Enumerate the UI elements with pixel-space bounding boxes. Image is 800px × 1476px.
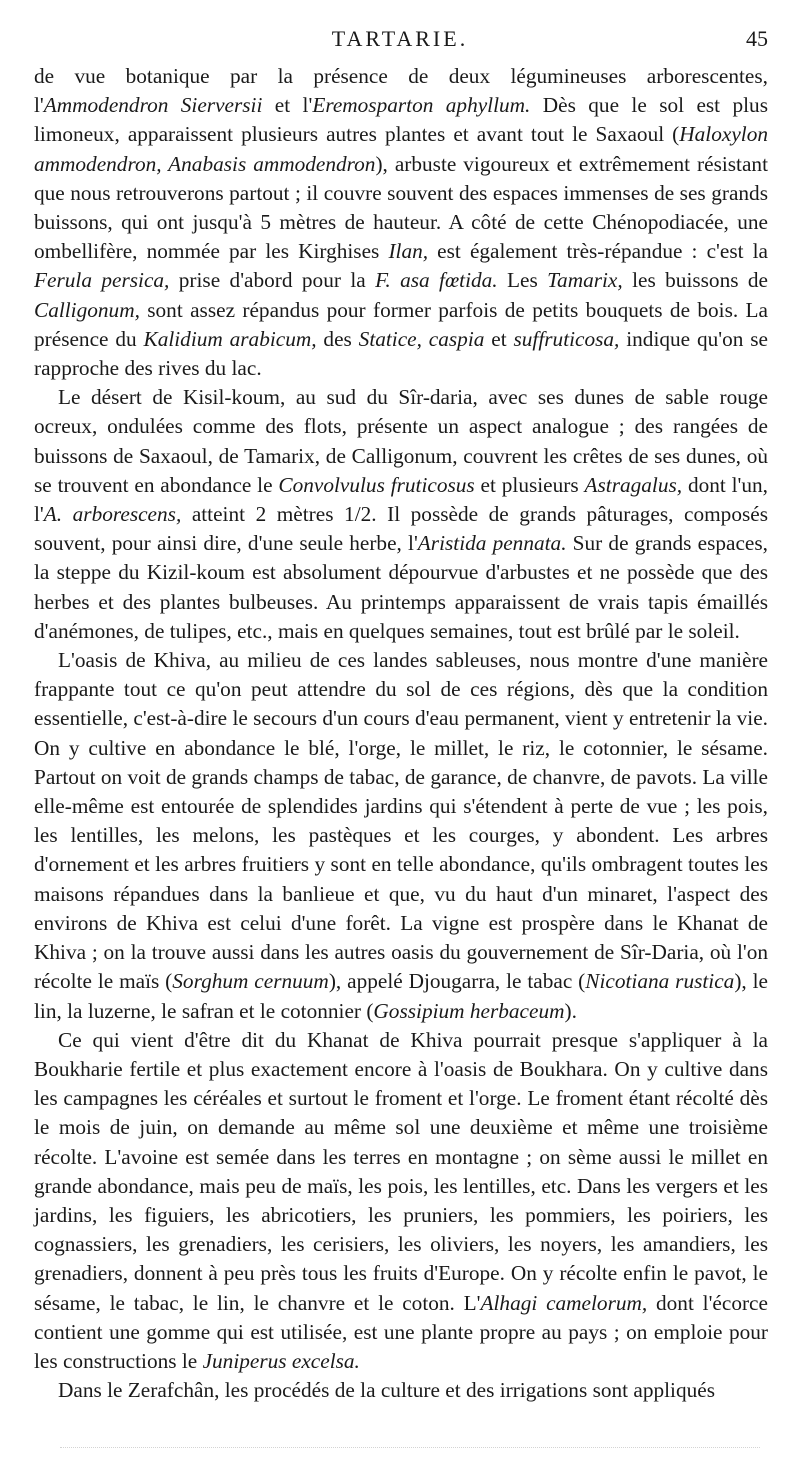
latin-name: F. asa fœtida. bbox=[375, 268, 498, 293]
latin-name: Juniperus excelsa. bbox=[202, 1348, 360, 1373]
text-run: dont l'un, l' bbox=[34, 472, 769, 527]
text-run: et bbox=[484, 326, 514, 351]
latin-name: Nicotiana rustica bbox=[585, 969, 735, 994]
latin-name: Ammodendron Sierversii bbox=[43, 93, 263, 118]
latin-name: Alhagi camelorum, bbox=[480, 1290, 648, 1315]
latin-name: Kalidium arabicum, bbox=[143, 326, 317, 351]
text-run: est également très-répandue : c'est la bbox=[428, 239, 768, 264]
paragraph bbox=[34, 383, 768, 646]
text-run: ), le lin, la luzerne, le safran et le cotonnier ( bbox=[34, 969, 768, 1023]
latin-name: Sorghum cernuum bbox=[172, 969, 329, 994]
paragraph bbox=[34, 646, 768, 1026]
text-run: les buissons de bbox=[622, 268, 769, 293]
text-run: Les bbox=[497, 268, 548, 293]
latin-name: Tamarix, bbox=[547, 268, 623, 293]
text-run: ). bbox=[564, 998, 577, 1023]
paragraph bbox=[34, 1376, 768, 1405]
text-run: L'oasis de Khiva, au milieu de ces landes sableuses, nous montre d'une manière frappante tout ce qu'on peut attendre du sol de ces régions, dès que la condition essentielle, c'est-à-dire le secours d'un cours d'eau permanent, vient y entretenir la vie. On y cultive en abondance le blé, l'orge, le millet, le riz, le cotonnier, le sésame. Partout on voit de grands champs de tabac, de garance, de chanvre, de pavots. La ville elle-même est entourée de splendides jardins qui s'étendent à perte de vue ; les pois, les lentilles, les melons, les pastèques et les courges, y abondent. Les arbres d'ornement et les arbres fruitiers y sont en telle abondance, qu'ils ombragent toutes les maisons répandues dans la banlieue et que, vu du haut d'un minaret, l'aspect des environs de Khiva est celui d'une forêt. La vigne est prospère dans le Khanat de Khiva ; on la trouve aussi dans les autres oasis du gouvernement de Sîr-Daria, où l'on récolte le maïs ( bbox=[34, 648, 768, 994]
text-run: dont l'écorce contient une gomme qui est utilisée, est une plante propre au pays ; on emploie pour les constructions le bbox=[34, 1290, 768, 1373]
text-run: Dès que le sol est plus limoneux, apparaissent plusieurs autres plantes et avant tout le Saxaoul ( bbox=[34, 93, 768, 147]
text-run: ), appelé Djougarra, le tabac ( bbox=[328, 969, 586, 994]
latin-name: Haloxylon ammodendron, Anabasis ammodendron bbox=[34, 122, 768, 176]
latin-name: Ferula persica, bbox=[34, 268, 170, 293]
latin-name: Eremosparton aphyllum. bbox=[312, 93, 531, 118]
text-run: des bbox=[316, 326, 359, 351]
latin-name: Gossipium herbaceum bbox=[373, 998, 565, 1023]
page-header bbox=[0, 18, 800, 58]
text-run: Dans le Zerafchân, les procédés de la culture et des irrigations sont appliqués bbox=[58, 1378, 716, 1403]
text-run: de vue botanique par la présence de deux légumineuses arborescentes, l' bbox=[34, 64, 768, 118]
latin-name: suffruticosa, bbox=[513, 326, 620, 351]
paragraph bbox=[34, 1026, 768, 1376]
running-title: TARTARIE. bbox=[331, 26, 469, 51]
paragraph bbox=[34, 62, 768, 383]
text-run: prise d'abord pour la bbox=[169, 268, 376, 293]
text-run: Sur de grands espaces, la steppe du Kizil-koum est absolument dépourvue d'arbustes et ne possède que des herbes et des plantes bulbeuses. Au printemps apparaissent de vrais tapis émaillés d'anémones, de tulipes, etc., mais en quelques semaines, tout est brûlé par le soleil. bbox=[34, 531, 768, 643]
latin-name: Ilan, bbox=[388, 239, 429, 264]
page-number: 45 bbox=[746, 26, 768, 51]
latin-name: Statice, caspia bbox=[358, 326, 485, 351]
latin-name: Convolvulus fruticosus bbox=[278, 472, 475, 497]
text-run: et plusieurs bbox=[474, 472, 585, 497]
text-run: Le désert de Kisil-koum, au sud du Sîr-daria, avec ses dunes de sable rouge ocreux, ondulées comme des flots, présente un aspect analogue ; des rangées de buissons de Saxaoul, de Tamarix, de Calligonum, couvrent les crêtes de ses dunes, où se trouvent en abondance le bbox=[34, 385, 768, 497]
text-run: atteint 2 mètres 1/2. Il possède de grands pâturages, composés souvent, pour ainsi dire, d'une seule herbe, l' bbox=[34, 502, 769, 556]
body-text bbox=[34, 62, 768, 1405]
latin-name: Calligonum, bbox=[34, 297, 140, 322]
text-run: ), arbuste vigoureux et extrêmement résistant que nous retrouverons partout ; il couvre souvent des espaces immenses de ses grands buissons, qui ont jusqu'à 5 mètres de hauteur. A côté de cette Chénopodiacée, une ombellifère, nommée par les Kirghises bbox=[34, 151, 768, 264]
latin-name: Astragalus, bbox=[584, 472, 683, 497]
text-run: sont assez répandus pour former parfois de petits bouquets de bois. La présence du bbox=[34, 297, 768, 351]
latin-name: Aristida pennata. bbox=[417, 531, 567, 556]
bottom-scan-margin bbox=[60, 1441, 760, 1448]
latin-name: A. arborescens, bbox=[43, 502, 182, 527]
text-run: et l' bbox=[262, 93, 313, 118]
text-run: indique qu'on se rapproche des rives du lac. bbox=[34, 326, 768, 381]
text-run: Ce qui vient d'être dit du Khanat de Khiva pourrait presque s'appliquer à la Boukharie fertile et plus exactement encore à l'oasis de Boukhara. On y cultive dans les campagnes les céréales et surtout le froment et l'orge. Le froment étant récolté dès le mois de juin, on demande au même sol une deuxième et même une troisième récolte. L'avoine est semée dans les terres en montagne ; on sème aussi le millet en grande abondance, mais peu de maïs, les pois, les lentilles, etc. Dans les vergers et les jardins, les figuiers, les abricotiers, les pruniers, les pommiers, les poiriers, les cognassiers, les grenadiers, les cerisiers, les oliviers, les noyers, les amandiers, les grenadiers, donnent à peu près tous les fruits d'Europe. On y récolte enfin le pavot, le sésame, le tabac, le lin, le chanvre et le coton. L' bbox=[34, 1027, 768, 1315]
